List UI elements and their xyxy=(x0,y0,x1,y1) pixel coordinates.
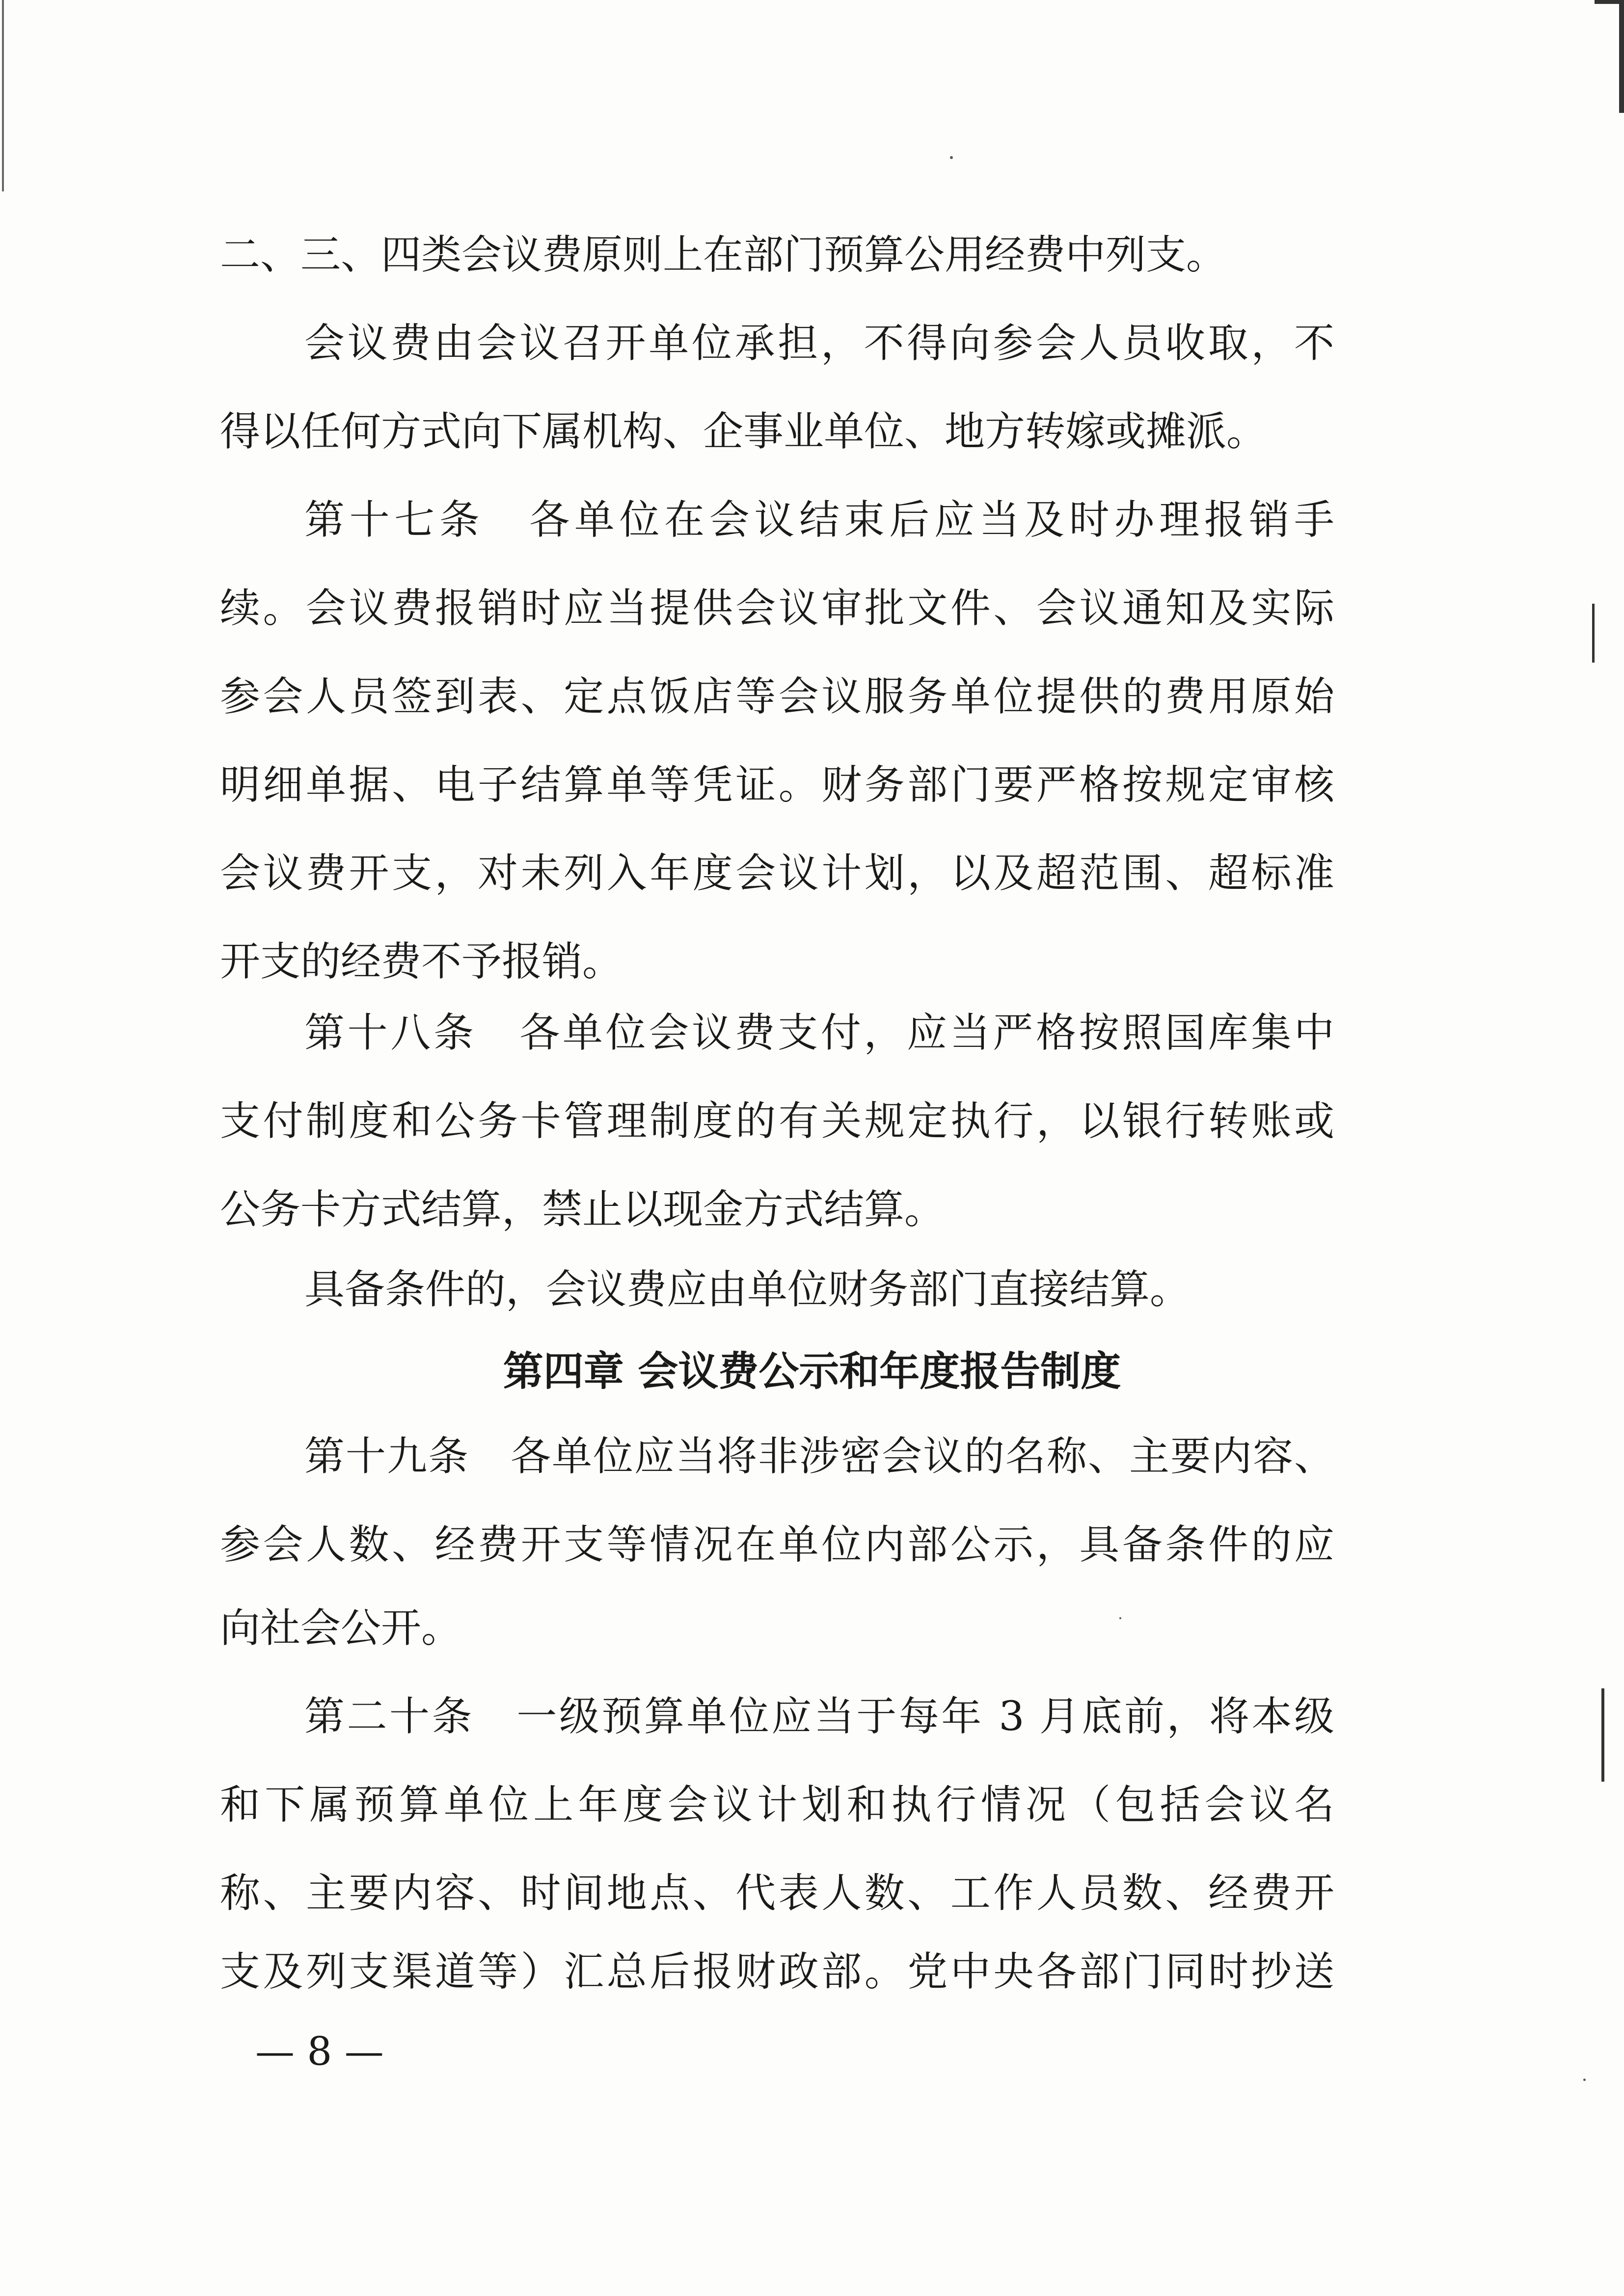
body-line: 向社会公开。 xyxy=(220,1605,462,1652)
scan-edge-mark xyxy=(2,0,4,191)
scan-edge-mark xyxy=(1592,604,1595,663)
chapter-heading: 第四章 会议费公示和年度报告制度 xyxy=(503,1348,1121,1395)
body-line: 第二十条 一级预算单位应当于每年 3 月底前，将本级 xyxy=(304,1693,1334,1740)
body-line: 开支的经费不予报销。 xyxy=(220,938,623,985)
body-line: 和下属预算单位上年度会议计划和执行情况（包括会议名 xyxy=(220,1782,1334,1828)
scan-speck xyxy=(1119,1617,1121,1619)
body-line: 第十九条 各单位应当将非涉密会议的名称、主要内容、 xyxy=(304,1433,1334,1480)
body-line: 支及列支渠道等）汇总后报财政部。党中央各部门同时抄送 xyxy=(220,1949,1334,1995)
body-line: 明细单据、电子结算单等凭证。财务部门要严格按规定审核 xyxy=(220,762,1334,808)
scan-edge-mark xyxy=(1619,0,1624,113)
scan-speck xyxy=(1583,2079,1586,2081)
scan-speck xyxy=(950,156,953,159)
body-line: 支付制度和公务卡管理制度的有关规定执行，以银行转账或 xyxy=(220,1098,1334,1145)
page-number: — 8 — xyxy=(255,2029,384,2074)
scan-edge-mark xyxy=(1601,1688,1604,1782)
body-line: 续。会议费报销时应当提供会议审批文件、会议通知及实际 xyxy=(220,585,1334,632)
body-line: 具备条件的，会议费应由单位财务部门直接结算。 xyxy=(304,1266,1191,1313)
scan-edge-mark xyxy=(1595,0,1624,4)
body-line: 二、三、四类会议费原则上在部门预算公用经费中列支。 xyxy=(220,232,1227,278)
body-line: 参会人员签到表、定点饭店等会议服务单位提供的费用原始 xyxy=(220,673,1334,720)
body-line: 会议费由会议召开单位承担，不得向参会人员收取，不 xyxy=(304,320,1334,367)
body-line: 公务卡方式结算，禁止以现金方式结算。 xyxy=(220,1186,945,1233)
body-line: 会议费开支，对未列入年度会议计划，以及超范围、超标准 xyxy=(220,850,1334,897)
body-line: 得以任何方式向下属机构、企事业单位、地方转嫁或摊派。 xyxy=(220,408,1267,455)
body-line: 第十七条 各单位在会议结束后应当及时办理报销手 xyxy=(304,497,1334,543)
body-line: 参会人数、经费开支等情况在单位内部公示，具备条件的应 xyxy=(220,1522,1334,1568)
body-line: 称、主要内容、时间地点、代表人数、工作人员数、经费开 xyxy=(220,1870,1334,1917)
body-line: 第十八条 各单位会议费支付，应当严格按照国库集中 xyxy=(304,1010,1334,1056)
